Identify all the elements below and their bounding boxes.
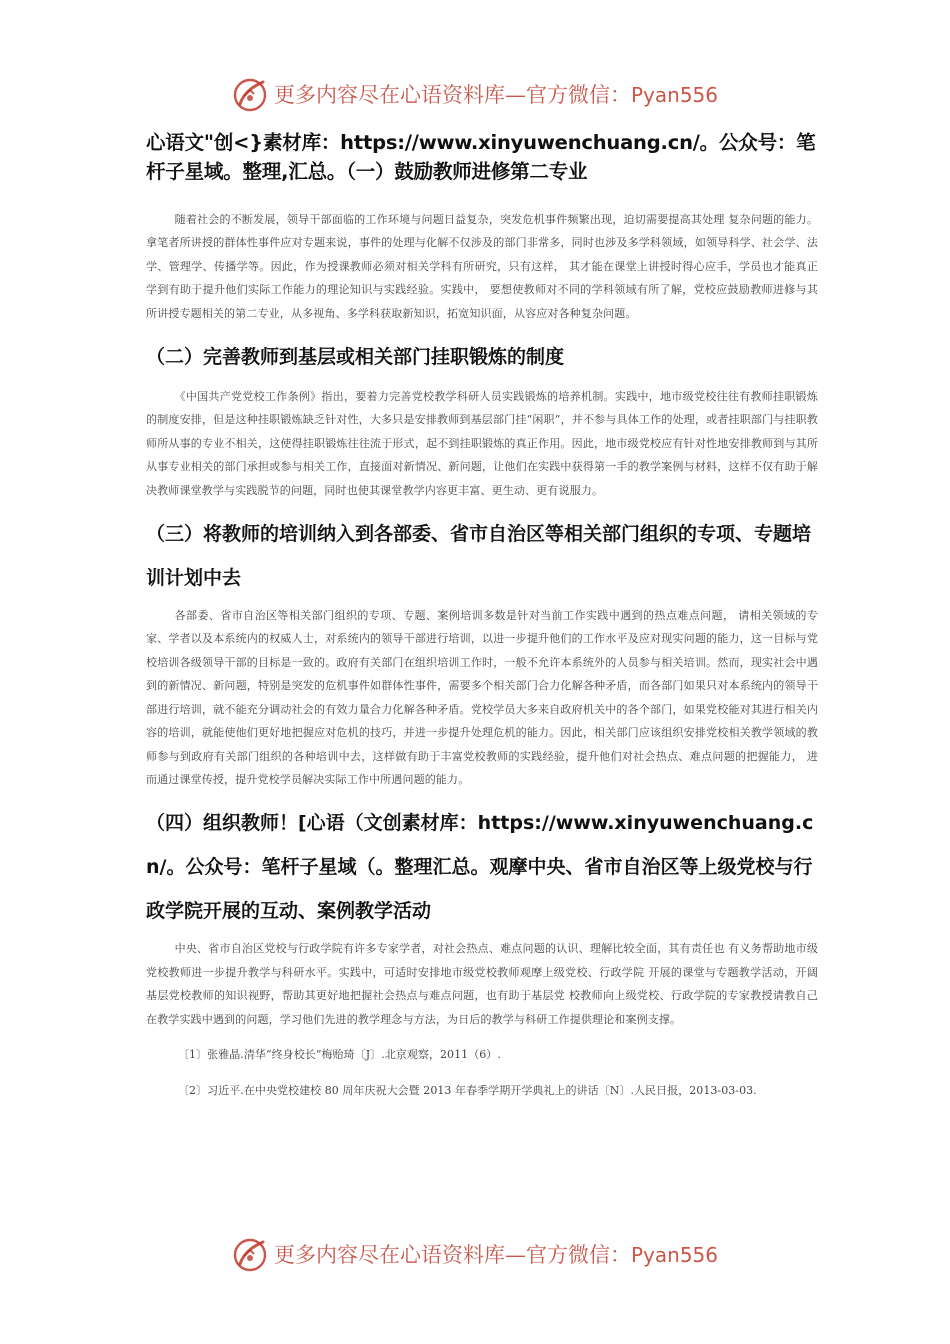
banner-text: 更多内容尽在心语资料库—官方微信：Pyan556 [274,83,719,107]
section-heading: （四）组织教师！[心语（文创素材库：https://www.xinyuwenchuang.cn/。公众号：笔杆子星域（。整理汇总。观摩中央、省市自治区等上级党校与行政学院开展的互动、案例教学活动 [146,812,814,923]
document-body [146,128,818,1101]
paragraph: 《中国共产党党校工作条例》指出，要着力完善党校教学科研人员实践锻炼的培养机制。实践中，地市级党校往往有教师挂职锻炼的制度安排，但是这种挂职锻炼缺乏针对性，大多只是安排教师到基层部门挂“闲职”，并不参与具体工作的处理，或者挂职部门与挂职教师所从事的专业不相关，这使得挂职锻炼往往流于形式，起不到挂职锻炼的真正作用。因此，地市级党校应有针对性地安排教师到与其所从事专业相关的部门承担或参与相关工作，直接面对新情况、新问题，让他们在实践中获得第一手的教学案例与材料，这样不仅有助于解决教师课堂教学与实践脱节的问题，同时也使其课堂教学内容更丰富、更生动、更有说服力。 [146,390,818,497]
reference-item: 〔2〕习近平.在中央党校建校 80 周年庆祝大会暨 2013 年春季学期开学典礼上的讲话〔N〕.人民日报，2013-03-03. [178,1083,757,1097]
section-heading: （三）将教师的培训纳入到各部委、省市自治区等相关部门组织的专项、专题培训计划中去 [146,523,812,590]
banner-text: 更多内容尽在心语资料库—官方微信：Pyan556 [274,1243,719,1267]
header-source-line: 心语文"创<}素材库：https://www.xinyuwenchuang.cn/。公众号：笔杆子星域。整理,汇总。（一）鼓励教师进修第二专业 [146,131,816,183]
paragraph: 各部委、省市自治区等相关部门组织的专项、专题、案例培训多数是针对当前工作实践中遇到的热点难点问题， 请相关领域的专家、学者以及本系统内的权威人士，对系统内的领导干部进行培训，以进一步提升他们的工作水平及应对现实问题的能力，这一目标与党校培训各级领导干部的目标是一致的。政府有关部门在组织培训工作时，一般不允许本系统外的人员参与相关培训。然而，现实社会中遇到的新情况、新问题，特别是突发的危机事件如群体性事件，需要多个相关部门合力化解各种矛盾，而各部门如果只对本系统内的领导干部进行培训，就不能充分调动社会的有效力量合力化解各种矛盾。党校学员大多来自政府机关中的各个部门，如果党校能对其进行相关内容的培训，就能使他们更好地把握应对危机的技巧，并进一步提升处理危机的能力。因此，相关部门应该组织安排党校相关教学领域的教师参与到政府有关部门组织的各种培训中去，这样做有助于丰富党校教师的实践经验，提升他们对社会热点、难点问题的把握能力， 进而通过课堂传授，提升党校学员解决实际工作中所遇问题的能力。 [146,609,818,786]
section-heading: （二）完善教师到基层或相关部门挂职锻炼的制度 [146,346,565,369]
watermark-banner-bottom [230,1232,750,1276]
logo-icon [230,74,270,114]
logo-icon [230,1234,270,1274]
reference-item: 〔1〕张雅晶.清华“终身校长”梅贻琦〔J〕.北京观察，2011（6）. [178,1047,501,1061]
paragraph: 随着社会的不断发展，领导干部面临的工作环境与问题日益复杂，突发危机事件频繁出现，迫切需要提高其处理 复杂问题的能力。拿笔者所讲授的群体性事件应对专题来说，事件的处理与化解不仅涉及的部门非常多，同时也涉及多学科领域，如领导科学、社会学、法学、管理学、传播学等。因此，作为授课教师必须对相关学科有所研究，只有这样， 其才能在课堂上讲授时得心应手，学员也才能真正学到有助于提升他们实际工作能力的理论知识与实践经验。实践中， 要想使教师对不同的学科领域有所了解，党校应鼓励教师进修与其所讲授专题相关的第二专业，从多视角、多学科获取新知识，拓宽知识面，从容应对各种复杂问题。 [146,213,818,320]
paragraph: 中央、省市自治区党校与行政学院有许多专家学者，对社会热点、难点问题的认识、理解比较全面，其有责任也 有义务帮助地市级党校教师进一步提升教学与科研水平。实践中，可适时安排地市级党校教师观摩上级党校、行政学院 开展的课堂与专题教学活动，开阔基层党校教师的知识视野，帮助其更好地把握社会热点与难点问题，也有助于基层党 校教师向上级党校、行政学院的专家教授请教自己在教学实践中遇到的问题，学习他们先进的教学理念与方法，为日后的教学与科研工作提供理论和案例支撑。 [146,942,818,1026]
watermark-banner-top [230,72,750,116]
